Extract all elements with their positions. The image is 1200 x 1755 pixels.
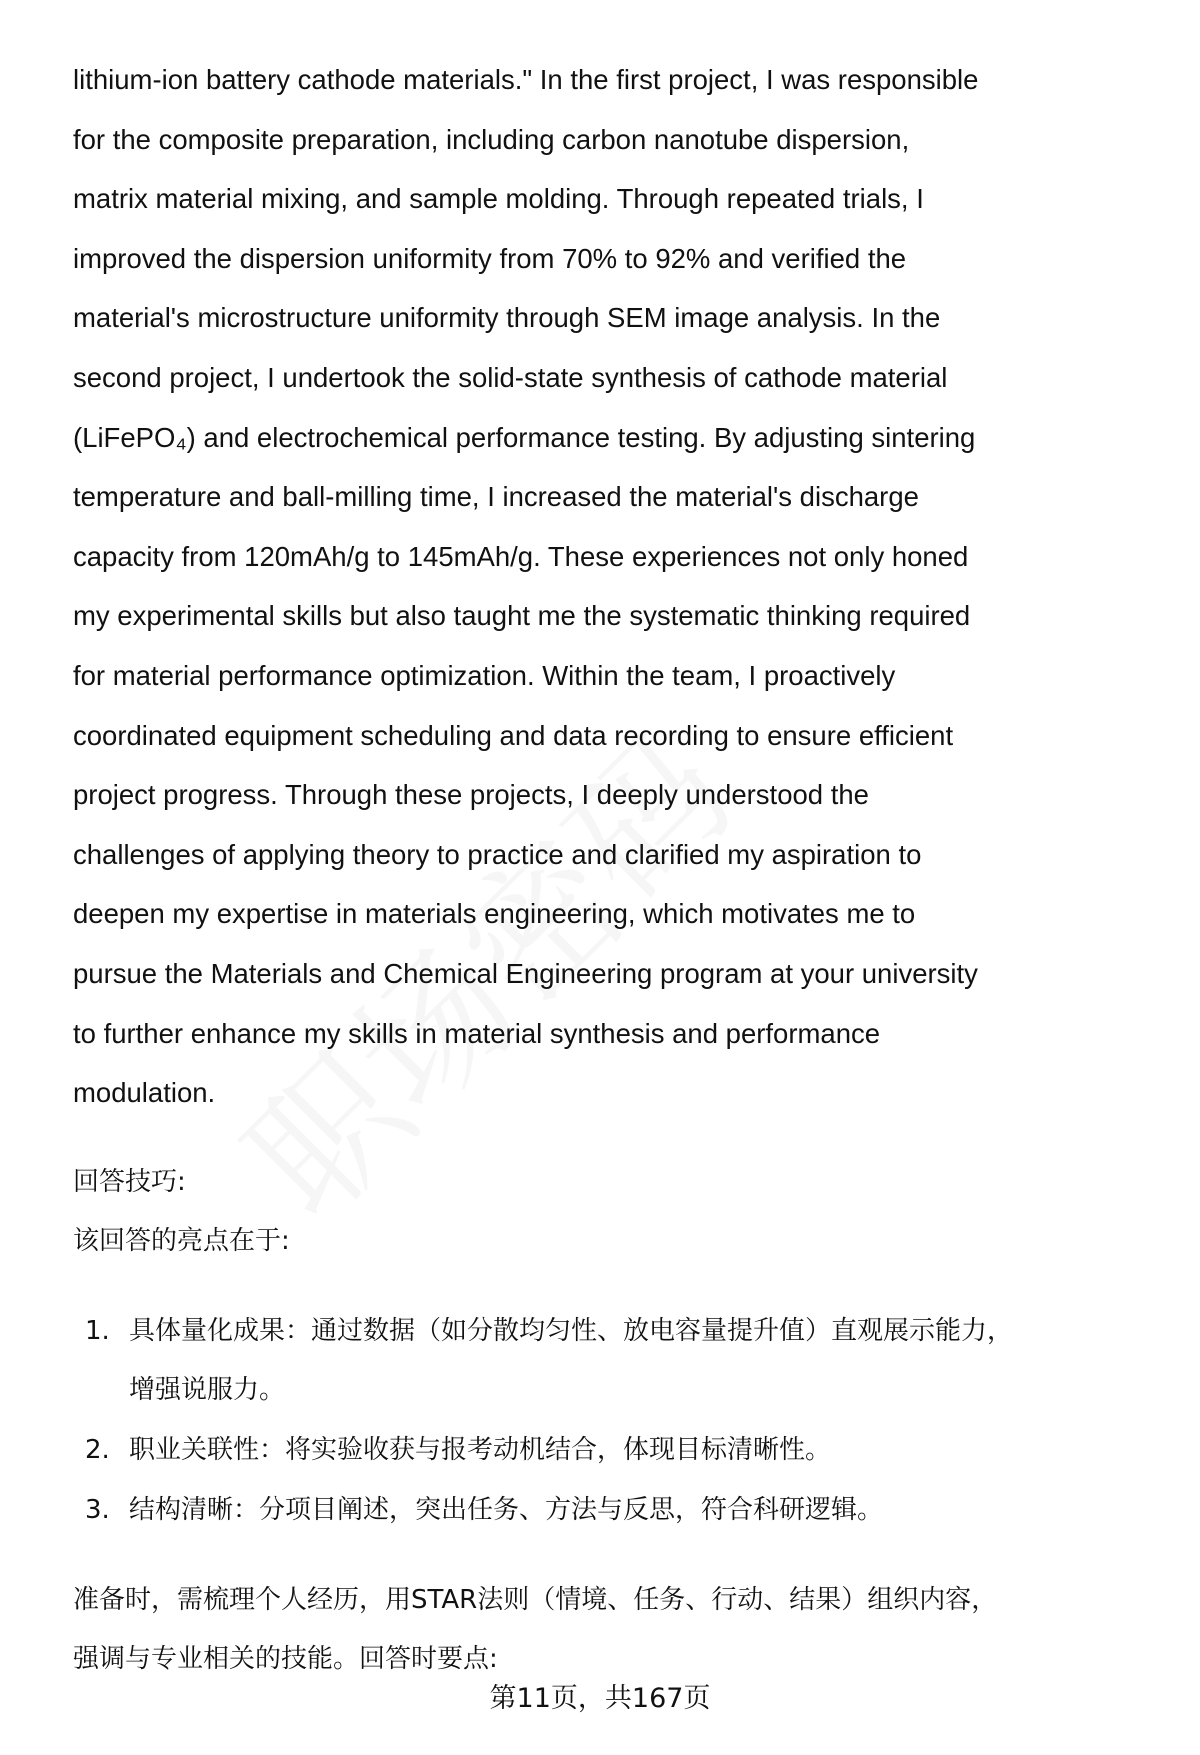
body-text-line: second project, I undertook the solid-state synthesis of cathode material <box>73 362 948 393</box>
body-text-line: modulation. <box>73 1077 216 1109</box>
body-text-line: (LiFePO₄) and electrochemical performance testing. By adjusting sintering <box>73 421 976 453</box>
body-text-line: improved the dispersion uniformity from 70% to 92% and verified the <box>73 242 907 274</box>
list-item <box>85 1311 1013 1351</box>
body-text-line: project progress. Through these projects, I deeply understood the <box>73 779 869 811</box>
list-text: 结构清晰：分项目阐述，突出任务、方法与反思，符合科研逻辑。 <box>129 1495 884 1525</box>
body-text-line: pursue the Materials and Chemical Engineering program at your university <box>73 958 978 989</box>
prep-paragraph-line: 强调与专业相关的技能。回答时要点: <box>73 1644 498 1674</box>
body-text-line: deepen my expertise in materials engineering, which motivates me to <box>73 898 916 930</box>
list-item <box>85 1430 831 1470</box>
list-text: 具体量化成果：通过数据（如分散均匀性、放电容量提升值）直观展示能力， <box>129 1316 1014 1346</box>
body-text-line: lithium-ion battery cathode materials." In the first project, I was responsible <box>73 64 979 95</box>
body-text-line: matrix material mixing, and sample molding. Through repeated trials, I <box>73 183 924 215</box>
page-number: 第11页，共167页 <box>489 1683 711 1714</box>
highlights-intro: 该回答的亮点在于: <box>73 1226 290 1256</box>
body-text-line: capacity from 120mAh/g to 145mAh/g. These experiences not only honed <box>73 540 969 572</box>
list-number: 1. <box>85 1316 110 1346</box>
prep-paragraph-line: 准备时，需梳理个人经历，用STAR法则（情境、任务、行动、结果）组织内容， <box>73 1585 998 1615</box>
body-text-line: for material performance optimization. Within the team, I proactively <box>73 660 896 691</box>
list-item <box>85 1490 883 1530</box>
body-text-line: coordinated equipment scheduling and data recording to ensure efficient <box>73 719 954 751</box>
list-number: 3. <box>85 1495 110 1525</box>
body-text-line: challenges of applying theory to practice and clarified my aspiration to <box>73 838 922 870</box>
tips-heading: 回答技巧: <box>73 1167 186 1197</box>
body-text-line: my experimental skills but also taught me the systematic thinking required <box>73 600 971 632</box>
body-text-line: temperature and ball-milling time, I increased the material's discharge <box>73 481 919 513</box>
list-item-continuation: 增强说服力。 <box>129 1375 286 1405</box>
body-text-line: material's microstructure uniformity through SEM image analysis. In the <box>73 302 941 334</box>
body-text-line: for the composite preparation, including carbon nanotube dispersion, <box>73 123 910 155</box>
body-text-line: to further enhance my skills in material synthesis and performance <box>73 1017 881 1049</box>
list-text: 职业关联性：将实验收获与报考动机结合，体现目标清晰性。 <box>129 1435 832 1465</box>
list-number: 2. <box>85 1435 110 1465</box>
